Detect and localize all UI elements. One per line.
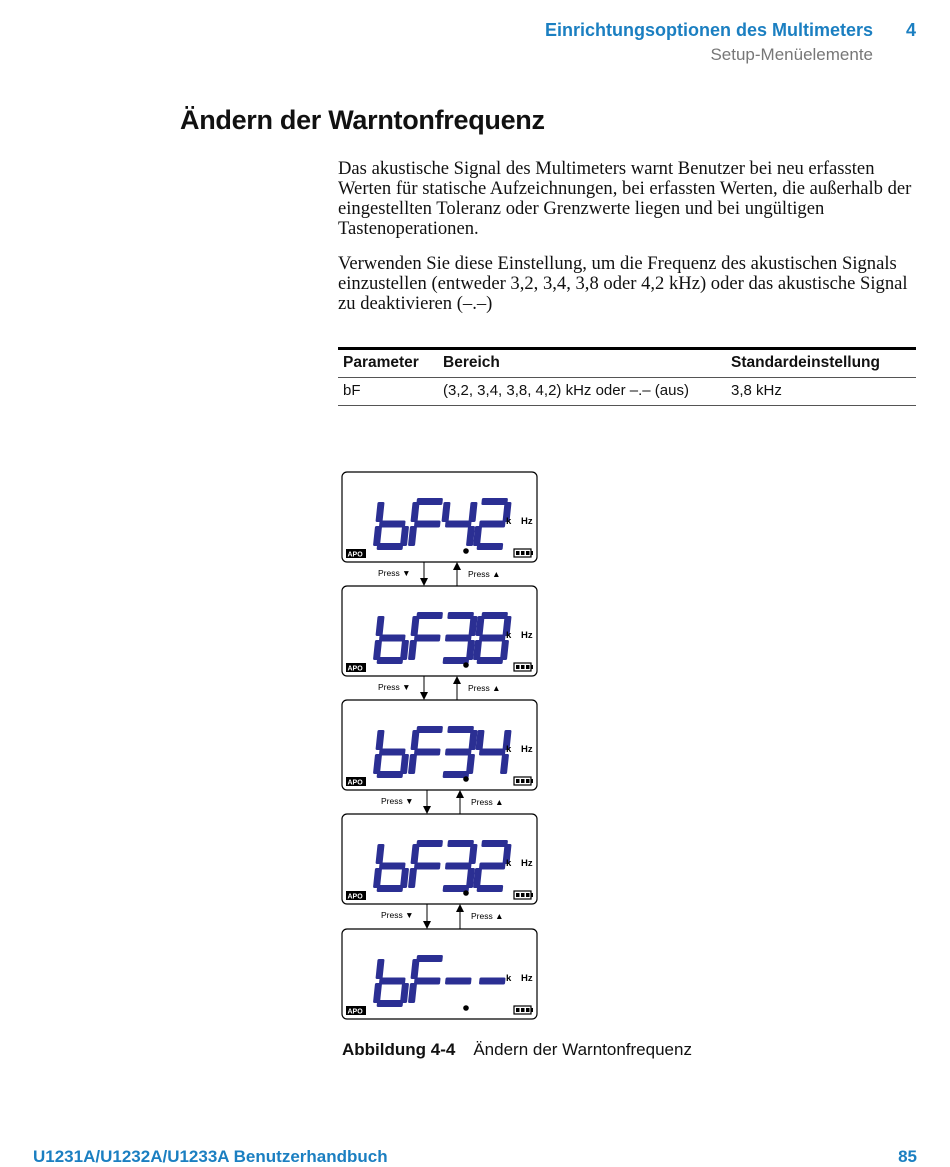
chapter-title: Einrichtungsoptionen des Multimeters [544,20,873,40]
footer-manual-title: U1231A/U1232A/U1233A Benutzerhandbuch [33,1147,388,1166]
press-up-label: Press ▲ [471,797,504,807]
lcd-display [342,814,537,904]
lcd-unit-k: k [506,630,512,641]
column-header-parameter: Parameter [338,349,438,378]
press-down-label: Press ▼ [378,568,411,578]
lcd-unit-k: k [506,858,512,869]
page-title: Ändern der Warntonfrequenz [180,105,545,135]
column-header-default: Standardeinstellung [726,349,916,378]
press-up-label: Press ▲ [468,569,501,579]
table-cell-default: 3,8 kHz [726,378,916,406]
lcd-unit-k: k [506,516,512,527]
lcd-unit-k: k [506,973,512,984]
paragraph-usage: Verwenden Sie diese Einstellung, um die Frequenz des akustischen Signals einzustellen (entweder 3,2, 3,4, 3,8 oder 4,2 kHz) oder das akustische Signal zu deaktivieren (–.–) [338,253,908,314]
section-subtitle: Setup-Menüelemente [710,45,873,64]
lcd-display [342,700,537,790]
press-up-label: Press ▲ [471,911,504,921]
lcd-decimal-point [463,776,469,782]
column-header-range: Bereich [438,349,726,378]
lcd-display [342,586,537,676]
lcd-unit-hz: Hz [521,516,533,527]
press-down-label: Press ▼ [378,682,411,692]
apo-label: APO [347,551,363,559]
press-up-label: Press ▲ [468,683,501,693]
lcd-decimal-point [463,662,469,668]
lcd-digit [445,978,472,985]
lcd-unit-k: k [506,744,512,755]
table-cell-range: (3,2, 3,4, 3,8, 4,2) kHz oder –.– (aus) [438,378,726,406]
lcd-decimal-point [463,548,469,554]
apo-label: APO [347,893,363,901]
lcd-digit [479,978,506,985]
lcd-display [342,472,537,562]
apo-label: APO [347,665,363,673]
lcd-display [342,929,537,1019]
figure-caption [342,1040,692,1060]
apo-label: APO [347,779,363,787]
lcd-unit-hz: Hz [521,858,533,869]
press-down-label: Press ▼ [381,796,414,806]
figure-caption-label: Abbildung 4-4 [342,1040,456,1059]
lcd-unit-hz: Hz [521,630,533,641]
figure-caption-text: Ändern der Warntonfrequenz [473,1040,692,1059]
paragraph-intro: Das akustische Signal des Multimeters warnt Benutzer bei neu erfassten Werten für statische Aufzeichnungen, bei erfassten Werten, die außerhalb der eingestellten Toleranz oder Grenzwerte liegen und bei ungültigen Tastenoperationen. [338,158,912,239]
chapter-number: 4 [906,20,917,40]
press-down-label: Press ▼ [381,910,414,920]
lcd-unit-hz: Hz [521,973,533,984]
apo-label: APO [347,1008,363,1016]
lcd-decimal-point [463,1005,469,1011]
footer-page-number: 85 [898,1147,917,1166]
lcd-decimal-point [463,890,469,896]
table-cell-parameter: bF [338,378,438,406]
lcd-unit-hz: Hz [521,744,533,755]
